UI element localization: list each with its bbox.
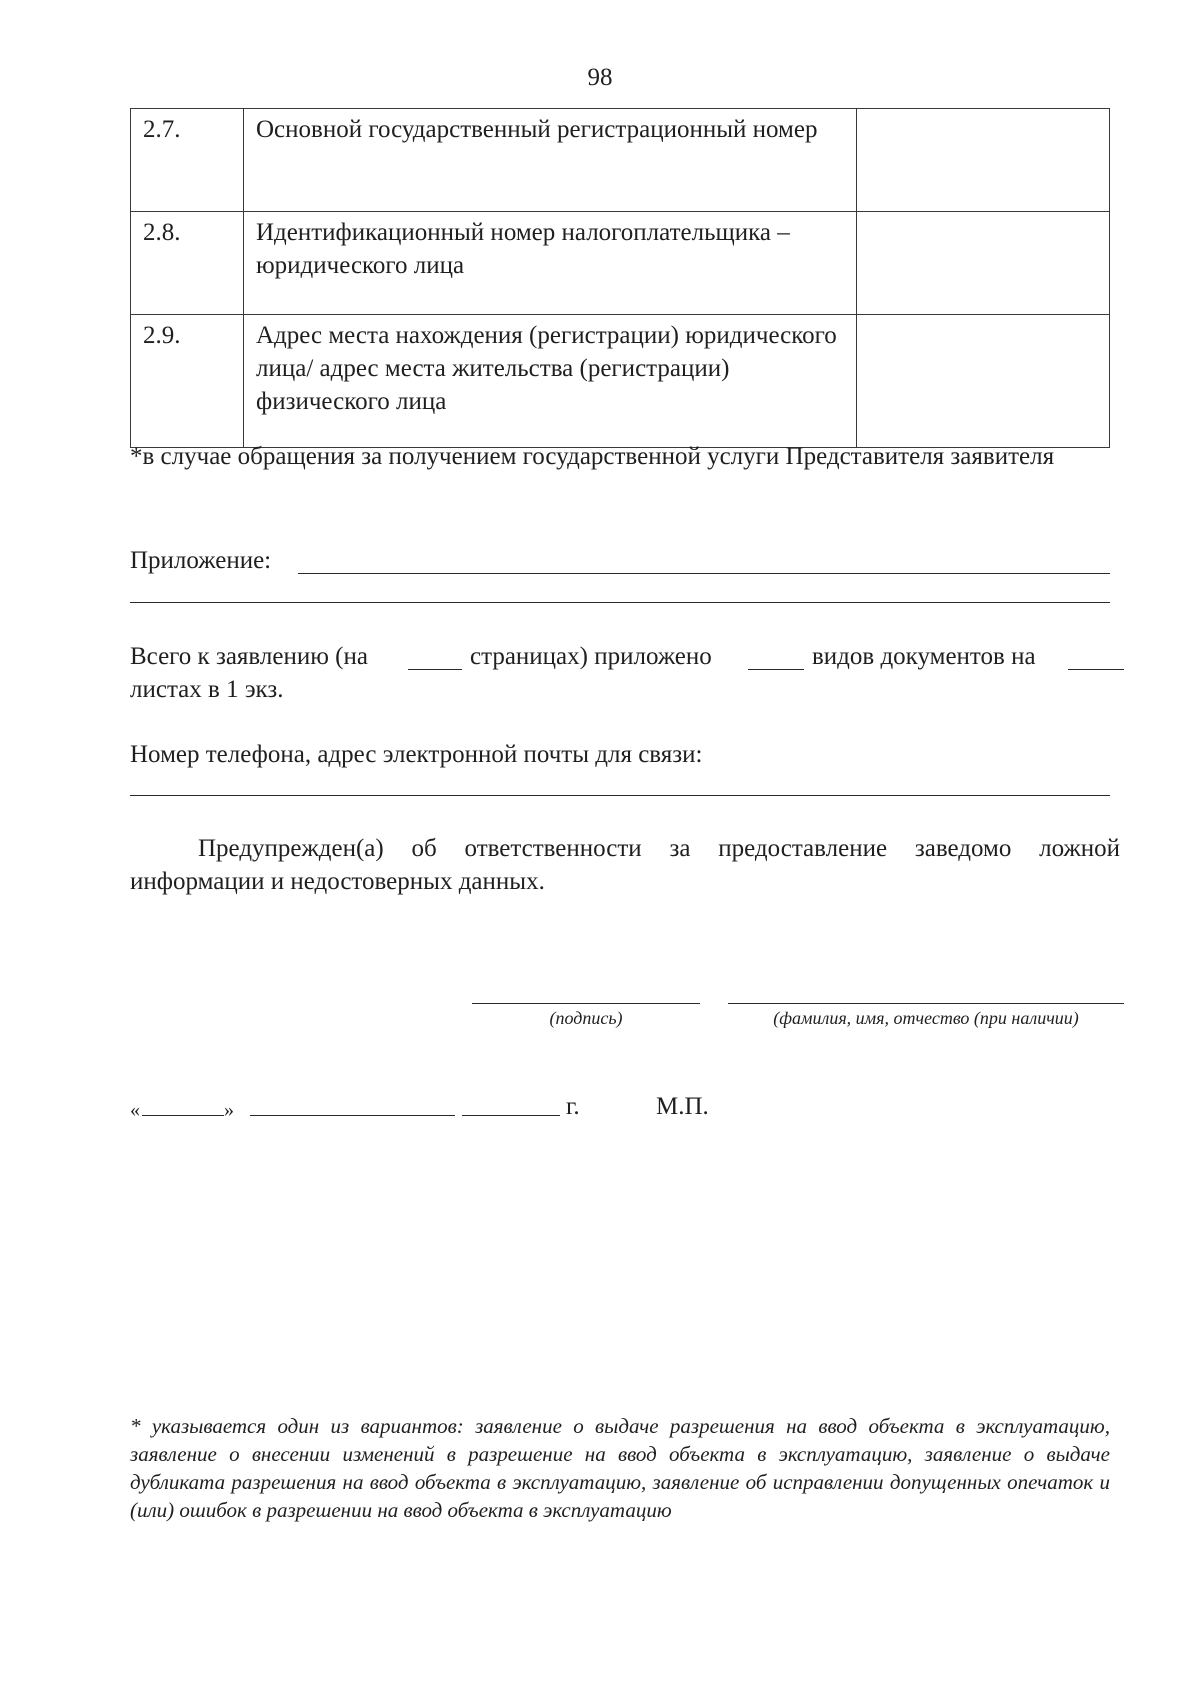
day-field[interactable] bbox=[142, 1115, 224, 1116]
row-number: 2.9. bbox=[131, 315, 244, 448]
table-row bbox=[131, 315, 1110, 448]
representative-note: *в случае обращения за получением государственной услуги Представителя заявителя bbox=[130, 443, 1055, 470]
total-docs-text-2: страницах) приложено bbox=[470, 643, 712, 670]
row-label: Основной государственный регистрационный номер bbox=[244, 109, 857, 212]
month-field[interactable] bbox=[250, 1115, 455, 1116]
stamp-place: М.П. bbox=[656, 1093, 709, 1120]
signature-line[interactable] bbox=[472, 1003, 700, 1004]
row-label: Адрес места нахождения (регистрации) юридического лица/ адрес места жительства (регистрации) физического лица bbox=[244, 315, 857, 448]
doc-types-count-field[interactable] bbox=[748, 669, 804, 670]
attachment-line-2[interactable] bbox=[130, 602, 1110, 603]
row-number: 2.7. bbox=[131, 109, 244, 212]
liability-warning: Предупрежден(а) об ответственности за предоставление заведомо ложной информации и недостоверных данных. bbox=[130, 835, 1120, 895]
pages-count-field[interactable] bbox=[408, 669, 462, 670]
row-value-field[interactable] bbox=[857, 315, 1110, 448]
row-number: 2.8. bbox=[131, 212, 244, 315]
contact-label: Номер телефона, адрес электронной почты для связи: bbox=[130, 741, 703, 768]
attachment-label: Приложение: bbox=[130, 547, 272, 574]
total-docs-text-3: видов документов на bbox=[812, 643, 1036, 670]
applicant-data-table bbox=[130, 108, 1110, 448]
attachment-line-1[interactable] bbox=[298, 573, 1110, 574]
sheets-count-field[interactable] bbox=[1068, 669, 1124, 670]
year-suffix: г. bbox=[566, 1093, 580, 1120]
date-open-quote: « bbox=[130, 1099, 140, 1121]
table-row bbox=[131, 109, 1110, 212]
total-docs-text-1: Всего к заявлению (на bbox=[130, 643, 368, 670]
full-name-caption: (фамилия, имя, отчество (при наличии) bbox=[773, 1008, 1079, 1028]
signature-caption: (подпись) bbox=[549, 1008, 623, 1028]
row-label: Идентификационный номер налогоплательщика – юридического лица bbox=[244, 212, 857, 315]
total-docs-text-4: листах в 1 экз. bbox=[130, 676, 284, 703]
contact-line[interactable] bbox=[130, 795, 1110, 796]
page-number: 98 bbox=[587, 64, 613, 91]
date-close-quote: » bbox=[224, 1099, 234, 1121]
year-field[interactable] bbox=[462, 1115, 560, 1116]
row-value-field[interactable] bbox=[857, 109, 1110, 212]
row-value-field[interactable] bbox=[857, 212, 1110, 315]
full-name-line[interactable] bbox=[728, 1003, 1124, 1004]
footnote: * указывается один из вариантов: заявление о выдаче разрешения на ввод объекта в эксплуатацию, заявление о внесении изменений в разрешение на ввод объекта в эксплуатацию, заявление о выдаче дубликата разрешения на ввод объекта в эксплуатацию, заявление об исправлении допущенных опечаток и (или) ошибок в разрешении на ввод объекта в эксплуатацию bbox=[130, 1414, 1110, 1522]
table-row bbox=[131, 212, 1110, 315]
